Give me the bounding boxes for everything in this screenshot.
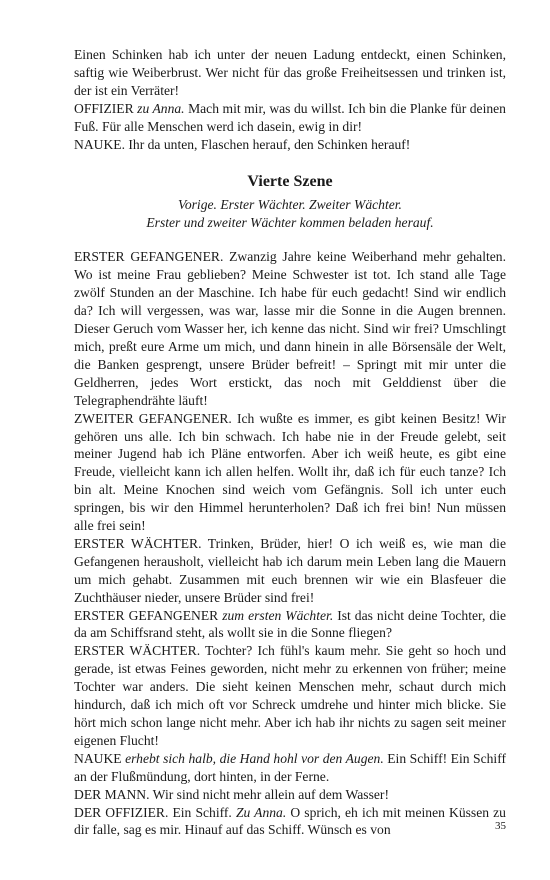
stage-direction bbox=[74, 196, 506, 232]
paragraph bbox=[74, 642, 506, 749]
dialogue-body bbox=[74, 248, 506, 839]
stage-direction-inline: erhebt sich halb, die Hand hohl vor den Augen. bbox=[125, 750, 384, 766]
paragraph-text: Mach mit mir, was du willst. Ich bin die Planke für deinen Fuß. Für alle Menschen werd ich dasein, ewig in dir! bbox=[74, 100, 506, 134]
stage-direction-inline: Zu Anna. bbox=[235, 804, 287, 820]
paragraph bbox=[74, 410, 506, 535]
page-number: 35 bbox=[495, 820, 506, 832]
dialogue-top bbox=[74, 46, 506, 153]
paragraph-text: ERSTER GEFANGENER. Zwanzig Jahre keine Weiberhand mehr gehalten. Wo ist meine Frau geblieben? Meine Schwester ist tot. Ich stand alle Tage zwölf Stunden an der Maschine. Ich habe für euch gedacht! Sind wir endlich da? Ich will vergessen, was war, lasse mir die Sonne in die Augen brennen. Dieser Geruch vom Wasser her, ich kenne das nicht. Sind wir frei? Umschlingt mich, preßt eure Arme um mich, und dann hinein in alle Börsensäle der Welt, die Banken gesprengt, unsere Brüder befreit! – Springt mit mir unter die Geldherren, jedes Wort erstickt, das noch mit Gelddienst über die Telegraphendrähte läuft! bbox=[74, 249, 506, 408]
paragraph bbox=[74, 248, 506, 409]
paragraph bbox=[74, 804, 506, 840]
paragraph-text: OFFIZIER bbox=[74, 100, 138, 116]
stage-direction-line: Erster und zweiter Wächter kommen beladen herauf. bbox=[146, 215, 434, 231]
paragraph bbox=[74, 136, 506, 154]
scene-heading: Vierte Szene bbox=[247, 173, 333, 191]
paragraph-text: ERSTER GEFANGENER bbox=[74, 607, 223, 623]
stage-direction-line: Vorige. Erster Wächter. Zweiter Wächter. bbox=[178, 197, 402, 213]
paragraph bbox=[74, 535, 506, 607]
paragraph-text: Ist das nicht deine Tochter, die da am Schiffsrand steht, als wollt sie in die Sonne fliegen? bbox=[74, 607, 506, 641]
paragraph-text: DER OFFIZIER. Ein Schiff. bbox=[74, 804, 236, 820]
paragraph-text: ZWEITER GEFANGENER. Ich wußte es immer, es gibt keinen Besitz! Wir gehören uns alle. Ich bin schwach. Ich habe nie in der Freude gelebt, seit meiner Jugend hab ich Pläne entworfen. Aber ich weiß heute, es gibt eine Freude, vielleicht kann ich allen helfen. Wollt ihr, daß ich für euch tanze? Ich bin alt. Meine Knochen sind weich vom Gefängnis. Soll ich unter euch springen, bis wir den Himmel herunterholen? Daß ich frei bin! Nun müssen alle frei sein! bbox=[74, 410, 506, 534]
stage-direction-inline: zum ersten Wächter. bbox=[222, 607, 334, 623]
paragraph-text: ERSTER WÄCHTER. Trinken, Brüder, hier! O ich weiß es, wie man die Gefangenen herausholt, vielleicht hab ich darum mein Leben lang die Mauern um mich gehabt. Zusammen mit euch brennen wir wie ein Blasfeuer die Zuchthäuser nieder, unsere Brüder sind frei! bbox=[74, 535, 506, 605]
paragraph-text: O sprich, eh ich mit meinen Küssen zu dir falle, sag es mir. Hinauf auf das Schiff. Wünsch es von bbox=[74, 804, 506, 838]
book-page bbox=[74, 46, 506, 839]
paragraph bbox=[74, 607, 506, 643]
paragraph bbox=[74, 46, 506, 100]
paragraph bbox=[74, 750, 506, 786]
stage-direction-inline: zu Anna. bbox=[137, 100, 185, 116]
paragraph-text: Ein Schiff! Ein Schiff an der Flußmündung, dort hinten, in der Ferne. bbox=[74, 750, 507, 784]
paragraph bbox=[74, 786, 506, 804]
paragraph-text: DER MANN. Wir sind nicht mehr allein auf dem Wasser! bbox=[74, 786, 389, 802]
paragraph-text: NAUKE. Ihr da unten, Flaschen herauf, den Schinken herauf! bbox=[74, 136, 411, 152]
paragraph bbox=[74, 100, 506, 136]
paragraph-text: NAUKE bbox=[74, 750, 126, 766]
paragraph-text: ERSTER WÄCHTER. Tochter? Ich fühl's kaum mehr. Sie geht so hoch und gerade, ist etwas Feines geworden, nicht mehr zu erkennen von früher; meine Tochter war anders. Die sieht keinen Menschen mehr, schaut durch mich hindurch, daß ich mich oft vor Schreck umdrehe und hinter mich blicke. Sie hört mich schon lange nicht mehr. Aber ich hab ihr nichts zu sagen seit meiner eigenen Flucht! bbox=[74, 643, 506, 748]
paragraph-text: Einen Schinken hab ich unter der neuen Ladung entdeckt, einen Schinken, saftig wie Weiberbrust. Wer nicht für das große Freiheitsessen und trinken ist, der ist ein Verräter! bbox=[74, 47, 506, 98]
